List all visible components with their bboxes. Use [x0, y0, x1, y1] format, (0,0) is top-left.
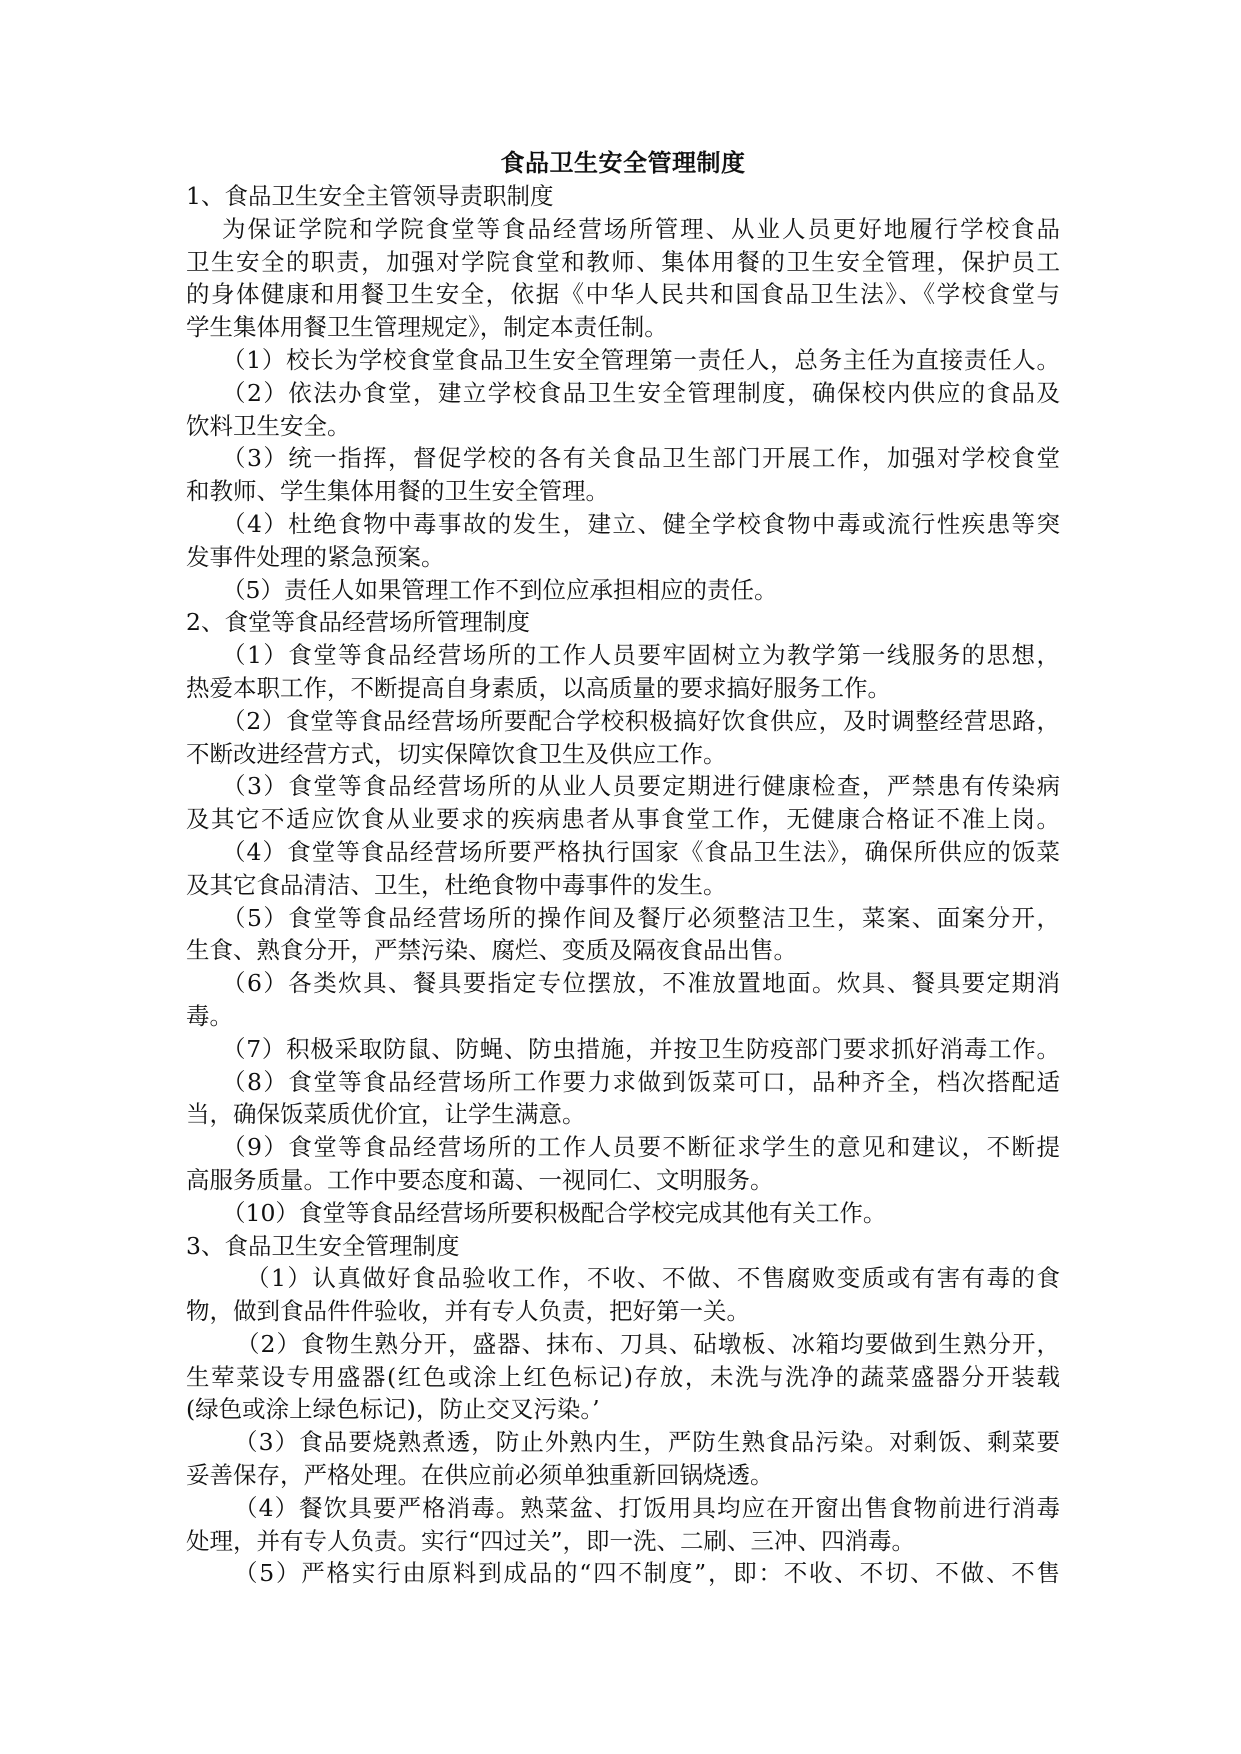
paragraph-line: 为保证学院和学院食堂等食品经营场所管理、从业人员更好地履行学校食品	[222, 214, 1060, 243]
paragraph-line: （8）食堂等食品经营场所工作要力求做到饭菜可口，品种齐全，档次搭配适	[222, 1067, 1060, 1096]
paragraph-line: 高服务质量。工作中要态度和蔼、一视同仁、文明服务。	[186, 1165, 774, 1194]
paragraph-line: （5）责任人如果管理工作不到位应承担相应的责任。	[222, 575, 778, 604]
paragraph-line: （1）认真做好食品验收工作，不收、不做、不售腐败变质或有害有毒的食	[246, 1264, 1060, 1293]
paragraph-line: 生食、熟食分开，严禁污染、腐烂、变质及隔夜食品出售。	[186, 936, 797, 965]
paragraph-line: （3）食品要烧熟煮透，防止外熟内生，严防生熟食品污染。对剩饭、剩菜要	[234, 1428, 1060, 1457]
document-title: 食品卫生安全管理制度	[500, 148, 746, 177]
paragraph-line: （2）依法办食堂，建立学校食品卫生安全管理制度，确保校内供应的食品及	[222, 378, 1060, 407]
paragraph-line: （6）各类炊具、餐具要指定专位摆放，不准放置地面。炊具、餐具要定期消	[222, 969, 1060, 998]
paragraph-line: （9）食堂等食品经营场所的工作人员要不断征求学生的意见和建议，不断提	[222, 1133, 1060, 1162]
paragraph-line: 生荤菜设专用盛器(红色或涂上红色标记)存放，未洗与洗净的蔬菜盛器分开装载	[186, 1362, 1060, 1391]
paragraph-line: （10）食堂等食品经营场所要积极配合学校完成其他有关工作。	[222, 1198, 887, 1227]
paragraph-line: 和教师、学生集体用餐的卫生安全管理。	[186, 477, 609, 506]
paragraph-line: （3）食堂等食品经营场所的从业人员要定期进行健康检查，严禁患有传染病	[222, 772, 1060, 801]
section-heading: 2、食堂等食品经营场所管理制度	[186, 608, 530, 637]
paragraph-line: 学生集体用餐卫生管理规定》，制定本责任制。	[186, 313, 668, 342]
paragraph-line: 当，确保饭菜质优价宜，让学生满意。	[186, 1100, 586, 1129]
paragraph-line: 妥善保存，严格处理。在供应前必须单独重新回锅烧透。	[186, 1461, 774, 1490]
paragraph-line: 及其它食品清洁、卫生，杜绝食物中毒事件的发生。	[186, 870, 727, 899]
paragraph-line: （3）统一指挥，督促学校的各有关食品卫生部门开展工作，加强对学校食堂	[222, 444, 1060, 473]
paragraph-line: （5）食堂等食品经营场所的操作间及餐厅必须整洁卫生，菜案、面案分开，	[222, 903, 1060, 932]
paragraph-line: （2）食堂等食品经营场所要配合学校积极搞好饮食供应，及时调整经营思路，	[222, 706, 1060, 735]
paragraph-line: （4）餐饮具要严格消毒。熟菜盆、打饭用具均应在开窗出售食物前进行消毒	[234, 1493, 1060, 1522]
paragraph-line: 的身体健康和用餐卫生安全，依据《中华人民共和国食品卫生法》、《学校食堂与	[186, 280, 1060, 309]
section-heading: 3、食品卫生安全管理制度	[186, 1231, 460, 1260]
paragraph-line: 发事件处理的紧急预案。	[186, 542, 445, 571]
paragraph-line: 卫生安全的职责，加强对学院食堂和教师、集体用餐的卫生安全管理，保护员工	[186, 247, 1060, 276]
paragraph-line: (绿色或涂上绿色标记)，防止交叉污染。’	[186, 1395, 600, 1424]
paragraph-line: （4）食堂等食品经营场所要严格执行国家《食品卫生法》，确保所供应的饭菜	[222, 837, 1060, 866]
paragraph-line: （7）积极采取防鼠、防蝇、防虫措施，并按卫生防疫部门要求抓好消毒工作。	[222, 1034, 1060, 1063]
document-page	[186, 146, 1060, 1590]
paragraph-line: （1）食堂等食品经营场所的工作人员要牢固树立为教学第一线服务的思想，	[222, 641, 1060, 670]
section-heading: 1、食品卫生安全主管领导责职制度	[186, 182, 554, 210]
paragraph-line: 饮料卫生安全。	[186, 411, 351, 440]
paragraph-line: （2）食物生熟分开，盛器、抹布、刀具、砧墩板、冰箱均要做到生熟分开，	[236, 1329, 1060, 1358]
paragraph-line: （1）校长为学校食堂食品卫生安全管理第一责任人，总务主任为直接责任人。	[222, 345, 1060, 374]
paragraph-line: 热爱本职工作，不断提高自身素质，以高质量的要求搞好服务工作。	[186, 673, 891, 702]
paragraph-line: 及其它不适应饮食从业要求的疾病患者从事食堂工作，无健康合格证不准上岗。	[186, 805, 1060, 834]
document-body	[186, 180, 1060, 1590]
paragraph-line: 物，做到食品件件验收，并有专人负责，把好第一关。	[186, 1297, 750, 1326]
paragraph-line: 处理，并有专人负责。实行“四过关”，即一洗、二刷、三冲、四消毒。	[186, 1526, 916, 1555]
paragraph-line: 不断改进经营方式，切实保障饮食卫生及供应工作。	[186, 739, 727, 768]
paragraph-line: 毒。	[186, 1001, 233, 1030]
paragraph-line: （5）严格实行由原料到成品的“四不制度”，即：不收、不切、不做、不售	[234, 1559, 1060, 1588]
paragraph-line: （4）杜绝食物中毒事故的发生，建立、健全学校食物中毒或流行性疾患等突	[222, 509, 1060, 538]
